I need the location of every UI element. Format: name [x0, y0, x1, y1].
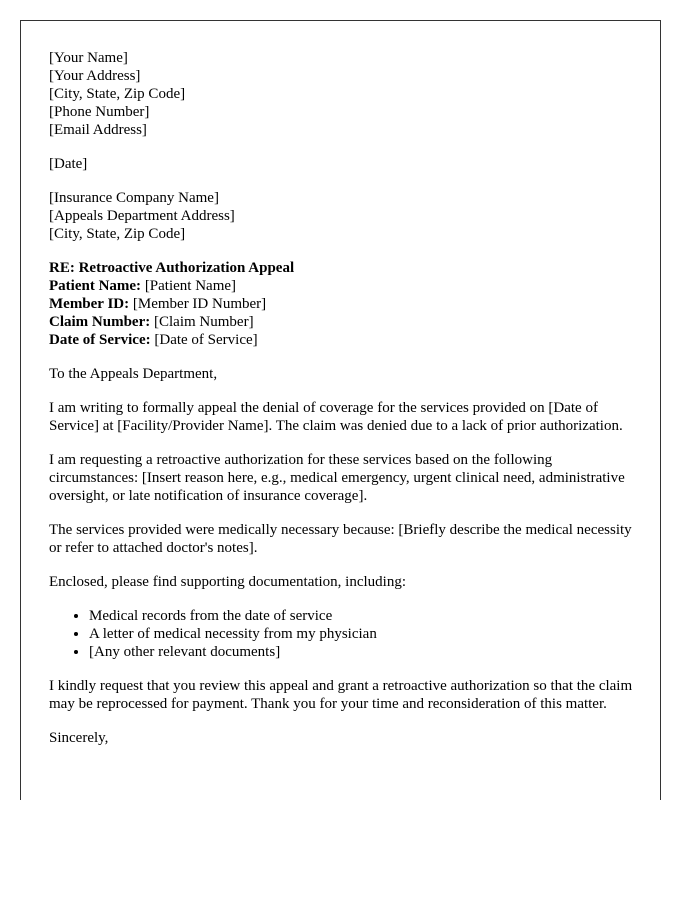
recipient-address: [Appeals Department Address] [49, 208, 235, 224]
list-item: • Medical records from the date of service [89, 607, 639, 625]
sender-city-state-zip: [City, State, Zip Code] [49, 86, 186, 102]
recipient-company: [Insurance Company Name] [49, 190, 219, 206]
claim-number-value: [Claim Number] [154, 314, 254, 330]
claim-number-line [49, 313, 639, 331]
list-item: • [Any other relevant documents] [89, 643, 639, 661]
re-line [49, 259, 639, 277]
sender-email: [Email Address] [49, 122, 147, 138]
member-id-value: [Member ID Number] [132, 296, 267, 312]
recipient-block [49, 189, 639, 243]
patient-name-value: [Patient Name] [144, 278, 237, 294]
reference-block [49, 259, 639, 349]
letter-date: [Date] [49, 156, 88, 172]
documents-list [49, 607, 639, 661]
letter-page [20, 20, 661, 800]
closing: Sincerely, [49, 730, 109, 746]
paragraph-request: I kindly request that you review this appeal and grant a retroactive authorization so that the claim may be reprocessed for payment. Thank you for your time and reconsideration of this matter. [49, 678, 633, 712]
re-line-text: RE: Retroactive Authorization Appeal [49, 260, 295, 276]
date-of-service-label: Date of Service: [49, 332, 151, 348]
date-of-service-value: [Date of Service] [154, 332, 258, 348]
paragraph-appeal-intro: I am writing to formally appeal the denial of coverage for the services provided on [Date of Service] at [Facility/Provider Name]. The claim was denied due to a lack of prior authorization. [49, 400, 623, 434]
sender-phone: [Phone Number] [49, 104, 150, 120]
date-block [49, 155, 639, 173]
member-id-label: Member ID: [49, 296, 130, 312]
salutation: To the Appeals Department, [49, 366, 218, 382]
paragraph-circumstances: I am requesting a retroactive authorization for these services based on the following circumstances: [Insert reason here, e.g., medical emergency, urgent clinical need, administrative oversight, or late notification of insurance coverage]. [49, 452, 625, 504]
sender-name: [Your Name] [49, 50, 128, 66]
list-item: • A letter of medical necessity from my physician [89, 625, 639, 643]
date-of-service-line [49, 331, 639, 349]
sender-address: [Your Address] [49, 68, 141, 84]
patient-name-line [49, 277, 639, 295]
letter-content [49, 49, 639, 763]
recipient-city-state-zip: [City, State, Zip Code] [49, 226, 186, 242]
paragraph-medical-necessity: The services provided were medically necessary because: [Briefly describe the medical necessity or refer to attached doctor's notes]. [49, 522, 632, 556]
claim-number-label: Claim Number: [49, 314, 151, 330]
paragraph-enclosures: Enclosed, please find supporting documentation, including: [49, 574, 407, 590]
patient-name-label: Patient Name: [49, 278, 142, 294]
sender-block [49, 49, 639, 139]
member-id-line [49, 295, 639, 313]
